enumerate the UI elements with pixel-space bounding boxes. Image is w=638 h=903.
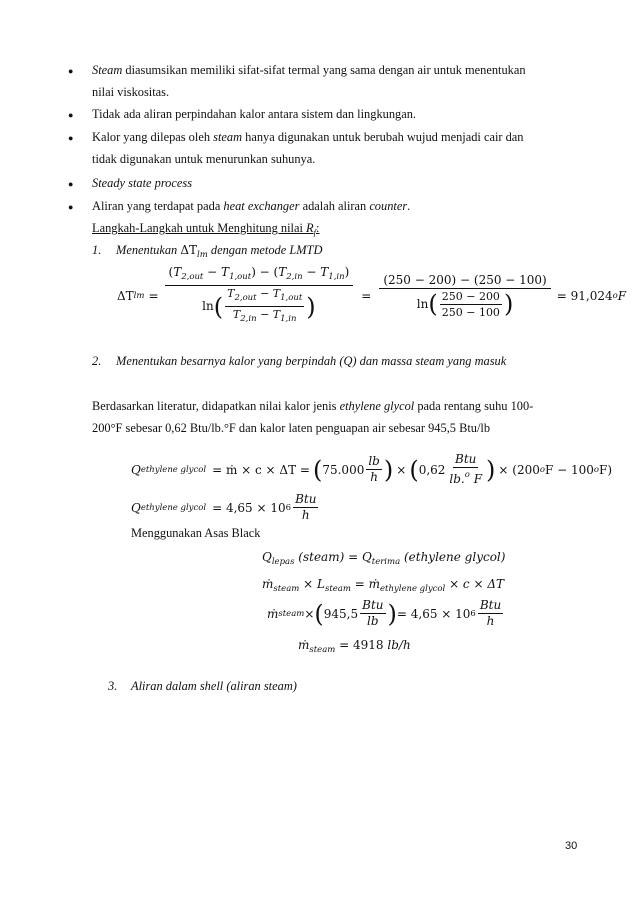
bullet-2-text: Tidak ada aliran perpindahan kalor antara sistem dan lingkungan. (92, 107, 417, 121)
bullet-5-text: Aliran yang terdapat pada heat exchanger adalah aliran counter. (92, 199, 411, 213)
bullet-2 (68, 107, 73, 123)
bullet-dot: ● (68, 110, 74, 120)
lmtd-symbolic-fraction (165, 265, 354, 327)
step-2-number: 2. (92, 354, 102, 368)
lmtd-numerator: $(T_{2,out} - T_{1,out}) - (T_{2,in} - T_{1,in})$ (165, 265, 354, 286)
black-equation-2: ṁ$_{steam}$ × $L_{steam}$ = ṁ$_{ethylene glycol}$ × c × ΔT (262, 577, 505, 594)
bullet-3 (68, 130, 73, 146)
bullet-4-text: Steady state process (92, 176, 193, 190)
heat-equation-1: Q ethylene glycol = ṁ × c × ΔT = ( 75.000 $\frac{lb}{h}$ ) × ( 0,62 $\frac{\text{Btu}}{lb.^o F}$ ) × (200 o F − 100 o F) (131, 452, 613, 486)
asas-black-label: Menggunakan Asas Black (131, 526, 261, 540)
black-equation-1: $Q_{lepas}$ (steam) = $Q_{terima}$ (ethylene glycol) (262, 550, 506, 567)
bullet-dot: ● (68, 202, 74, 212)
step-1-number: 1. (92, 243, 102, 257)
step-1-heading: Menentukan $\Delta T_{lm}$ dengan metode LMTD (116, 243, 323, 260)
bullet-dot: ● (68, 133, 74, 143)
heat-equation-2: Q ethylene glycol = 4,65 × 10 6 $\frac{\text{Btu}}{h}$ (131, 492, 317, 522)
steam-mass-result: ṁ$_{steam}$ = 4918 lb/h (298, 638, 411, 655)
step-2-heading: Menentukan besarnya kalor yang berpindah (Q) dan massa steam yang masuk (116, 354, 507, 368)
bullet-3-cont: tidak digunakan untuk menurunkan suhunya. (92, 152, 316, 166)
bullet-1-cont: nilai viskositas. (92, 85, 170, 99)
lmtd-result: = 91,024 (556, 289, 613, 303)
lmtd-denominator: ln ( $\frac{T_{2,out} - T_{1,out}}{T_{2,in} - T_{1,in}}$ ) (202, 287, 316, 324)
bullet-5 (68, 199, 73, 215)
bullet-dot: ● (68, 66, 74, 76)
bullet-4 (68, 176, 73, 192)
lmtd-numeric-fraction: (250 − 200) − (250 − 100) ln ( $\frac{250 - 200}{250 - 100}$ ) (379, 273, 550, 320)
page-number: 30 (565, 840, 578, 852)
literature-paragraph-line2: 200°F sebesar 0,62 Btu/lb.°F dan kalor laten penguapan air sebesar 945,5 Btu/lb (92, 421, 491, 435)
bullet-dot: ● (68, 179, 74, 189)
literature-paragraph-line1: Berdasarkan literatur, didapatkan nilai kalor jenis ethylene glycol pada rentang suhu 100- (92, 399, 534, 413)
step-3-number: 3. (108, 679, 118, 693)
black-equation-3: ṁ steam × ( 945,5 $\frac{\text{Btu}}{lb}$ ) = 4,65 × 10 6 $\frac{\text{Btu}}{h}$ (267, 598, 502, 628)
steps-heading: Langkah-Langkah untuk Menghitung nilai $R_f$: (92, 221, 320, 237)
bullet-3-text: Kalor yang dilepas oleh steam hanya digunakan untuk berubah wujud menjadi cair dan (92, 130, 524, 144)
step-3-heading: Aliran dalam shell (aliran steam) (131, 679, 297, 693)
bullet-1 (68, 63, 73, 79)
bullet-1-text: Steam diasumsikan memiliki sifat-sifat termal yang sama dengan air untuk menentukan (92, 63, 526, 77)
lmtd-equation: ΔT lm = $(T_{2,out} - T_{1,out}) - (T_{2,in} - T_{1,in})$ ln ( $\frac{T_{2,out} - T_{1,out}}{T_{2,in} - T_{1,in}}$ ) = (250 − 200) − (250 − 100) ln ( $\frac{250 - 200}{250 - 100}$ ) = 91,024 o F (117, 265, 626, 327)
